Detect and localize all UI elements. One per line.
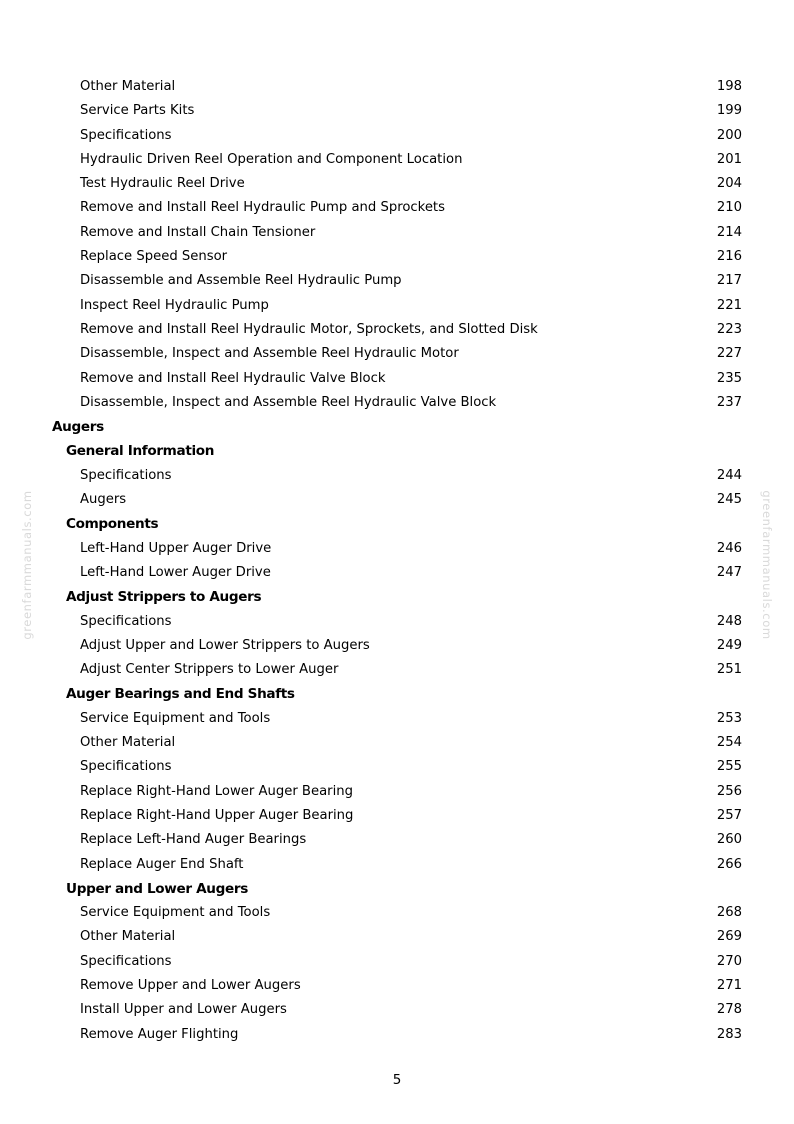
toc-entry-title: Test Hydraulic Reel Drive [80,176,245,192]
toc-entry[interactable] [0,561,794,585]
toc-entry-page-number: 253 [716,710,742,726]
toc-entry-page-number: 268 [716,905,742,921]
toc-entry-title: Remove and Install Reel Hydraulic Pump and Sprockets [80,200,445,216]
toc-entry[interactable] [0,342,794,366]
toc-entry-title: Components [66,516,159,533]
toc-entry-page-number: 201 [716,151,742,167]
toc-entry[interactable] [0,780,794,804]
toc-entry[interactable] [0,196,794,220]
toc-entry[interactable] [0,634,794,658]
toc-entry-page-number: 256 [716,783,742,799]
toc-entry[interactable] [0,245,794,269]
toc-entry[interactable] [0,925,794,949]
toc-entry-page-number: 247 [716,564,742,580]
toc-entry[interactable] [0,99,794,123]
toc-entry-page-number: 244 [716,467,742,483]
toc-entry-title: Upper and Lower Augers [66,880,248,897]
toc-entry[interactable] [0,853,794,877]
toc-entry-title: Hydraulic Driven Reel Operation and Component Location [80,151,463,167]
toc-entry-page-number: 210 [716,200,742,216]
toc-entry-title: Specifications [80,467,172,483]
toc-entry-page-number: 260 [716,832,742,848]
toc-entry-page-number: 214 [716,224,742,240]
toc-entry-title: Adjust Center Strippers to Lower Auger [80,662,339,678]
toc-entry-page-number: 246 [716,540,742,556]
toc-entry[interactable] [0,124,794,148]
toc-entry-page-number: 251 [716,662,742,678]
toc-entry-title: Adjust Strippers to Augers [66,589,262,606]
toc-entry-page-number: 254 [716,735,742,751]
toc-entry-page-number: 221 [716,297,742,313]
toc-entry[interactable] [0,707,794,731]
toc-entry-page-number: 235 [716,370,742,386]
toc-entry[interactable] [0,172,794,196]
toc-entry-title: Adjust Upper and Lower Strippers to Augers [80,637,370,653]
toc-entry-page-number: 200 [716,127,742,143]
toc-entry-title: Replace Auger End Shaft [80,856,244,872]
toc-entry-page-number: 257 [716,807,742,823]
toc-entry-page-number: 271 [716,977,742,993]
toc-entry-page-number: 223 [716,321,742,337]
watermark-right: greenfarmmanuals.com [760,490,774,640]
toc-entry-page-number: 245 [716,492,742,508]
toc-entry-title: Augers [80,492,127,508]
toc-entry-page-number: 204 [716,176,742,192]
toc-entry-title: Disassemble, Inspect and Assemble Reel Hydraulic Valve Block [80,394,497,410]
toc-entry[interactable] [0,658,794,682]
toc-entry-title: Specifications [80,613,172,629]
toc-entry[interactable] [0,367,794,391]
toc-entry[interactable] [0,828,794,852]
toc-section-heading[interactable] [0,512,794,536]
toc-entry[interactable] [0,221,794,245]
toc-entry[interactable] [0,269,794,293]
toc-section-heading[interactable] [0,682,794,706]
toc-entry[interactable] [0,1023,794,1047]
toc-entry-title: Replace Left-Hand Auger Bearings [80,832,307,848]
toc-entry-title: Auger Bearings and End Shafts [66,686,295,703]
toc-entry[interactable] [0,488,794,512]
toc-entry-page-number: 216 [716,249,742,265]
toc-entry-page-number: 227 [716,346,742,362]
toc-entry-title: Inspect Reel Hydraulic Pump [80,297,269,313]
toc-entry-title: Left-Hand Lower Auger Drive [80,564,271,580]
toc-entry[interactable] [0,537,794,561]
toc-entry-page-number: 269 [716,929,742,945]
toc-entry-page-number: 278 [716,1002,742,1018]
toc-entry[interactable] [0,148,794,172]
toc-entry-title: Specifications [80,953,172,969]
toc-entry[interactable] [0,318,794,342]
toc-entry-title: Left-Hand Upper Auger Drive [80,540,272,556]
toc-entry[interactable] [0,75,794,99]
watermark-left: greenfarmmanuals.com [20,490,34,640]
toc-entry-page-number: 266 [716,856,742,872]
toc-entry-title: Install Upper and Lower Augers [80,1002,287,1018]
toc-entry-page-number: 283 [716,1026,742,1042]
toc-entry-page-number: 217 [716,273,742,289]
toc-entry-title: General Information [66,443,215,460]
toc-entry-title: Replace Right-Hand Lower Auger Bearing [80,783,353,799]
toc-entry-page-number: 249 [716,637,742,653]
toc-entry-title: Service Equipment and Tools [80,710,271,726]
toc-entry-title: Replace Right-Hand Upper Auger Bearing [80,807,354,823]
toc-entry-page-number: 198 [716,79,742,94]
toc-entry-title: Other Material [80,79,176,94]
toc-chapter-heading[interactable] [0,415,794,439]
toc-entry-title: Specifications [80,127,172,143]
toc-entry-title: Replace Speed Sensor [80,249,228,265]
toc-entry-page-number: 237 [716,394,742,410]
toc-entry[interactable] [0,731,794,755]
toc-entry[interactable] [0,294,794,318]
toc-entry[interactable] [0,391,794,415]
toc-section-heading[interactable] [0,585,794,609]
toc-entry[interactable] [0,901,794,925]
toc-entry[interactable] [0,610,794,634]
toc-entry[interactable] [0,804,794,828]
toc-entry-title: Remove and Install Reel Hydraulic Motor, Sprockets, and Slotted Disk [80,321,538,337]
toc-entry-title: Service Parts Kits [80,103,195,119]
toc-entry-title: Service Equipment and Tools [80,905,271,921]
toc-entry-page-number: 248 [716,613,742,629]
toc-entry[interactable] [0,950,794,974]
toc-entry-title: Augers [52,419,104,436]
toc-entry-title: Other Material [80,929,176,945]
toc-section-heading[interactable] [0,877,794,901]
toc-section-heading[interactable] [0,439,794,463]
toc-entry-title: Remove and Install Reel Hydraulic Valve Block [80,370,386,386]
page-number: 5 [392,1072,402,1088]
toc-entry-page-number: 199 [716,103,742,119]
toc-entry[interactable] [0,974,794,998]
toc-entry-title: Disassemble and Assemble Reel Hydraulic Pump [80,273,402,289]
toc-entry-page-number: 255 [716,759,742,775]
toc-entry-title: Remove Auger Flighting [80,1026,239,1042]
toc-entry-title: Other Material [80,735,176,751]
toc-entry[interactable] [0,998,794,1022]
toc-entry[interactable] [0,464,794,488]
table-of-contents [0,75,794,1047]
toc-entry[interactable] [0,755,794,779]
toc-entry-title: Remove and Install Chain Tensioner [80,224,316,240]
toc-entry-title: Disassemble, Inspect and Assemble Reel Hydraulic Motor [80,346,459,362]
toc-entry-title: Specifications [80,759,172,775]
toc-entry-title: Remove Upper and Lower Augers [80,977,301,993]
toc-entry-page-number: 270 [716,953,742,969]
